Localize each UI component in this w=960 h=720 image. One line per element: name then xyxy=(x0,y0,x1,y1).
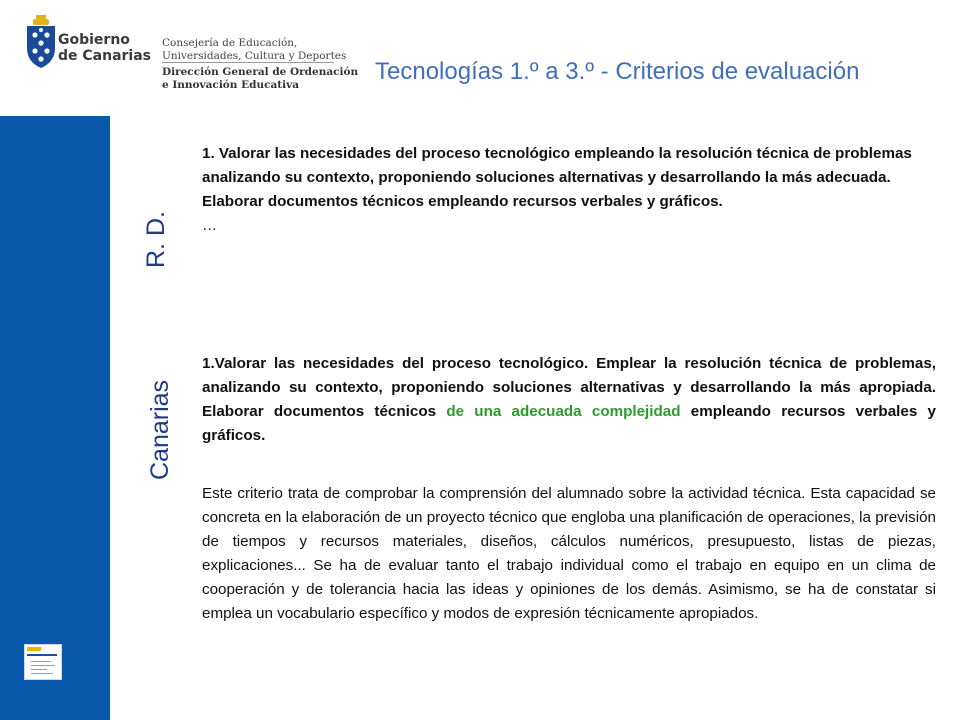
canarias-criterion-text: 1.Valorar las necesidades del proceso tecnológico. Emplear la resolución técnica de problemas, analizando su contexto, proponiendo soluciones alternativas y desarrollando la más apropiada. Elaborar documentos técnicos xyxy=(202,355,936,420)
page-title: Tecnologías 1.º a 3.º - Criterios de evaluación xyxy=(375,58,860,85)
criterion-explanation: Este criterio trata de comprobar la comprensión del alumnado sobre la actividad técnica. Esta capacidad se concreta en la elaboración de un proyecto técnico que engloba una planificación de operaciones, la previsión de tiempos y recursos materiales, diseños, cálculos numéricos, presupuesto, listas de piezas, explicaciones... Se ha de evaluar tanto el trabajo individual como el trabajo en equipo en un clima de cooperación y de tolerancia hacia las ideas y opiniones de los demás. Asimismo, se ha de constatar si emplea un vocabulario específico y modos de expresión técnicamente apropiados. xyxy=(202,485,936,622)
rd-section-label: R. D. xyxy=(142,211,170,268)
coat-of-arms-icon xyxy=(24,14,58,70)
slide-thumbnail-icon[interactable] xyxy=(24,644,62,680)
canarias-criterion xyxy=(202,352,936,448)
canarias-section-label: Canarias xyxy=(146,379,174,480)
rd-criterion-ellipsis: … xyxy=(202,217,218,234)
canarias-criterion-highlight: de una adecuada complejidad xyxy=(446,403,681,420)
sidebar xyxy=(0,116,110,720)
department-name: Consejería de Educación, Universidades, Cultura y Deportes Dirección General de Ordenación e Innovación Educativa xyxy=(162,37,359,91)
rd-criterion xyxy=(202,142,948,238)
canarias-criterion-text-end: empleando recursos verbales y gráficos. xyxy=(202,403,936,444)
header-divider xyxy=(162,62,334,63)
rd-criterion-text: 1. Valorar las necesidades del proceso tecnológico empleando la resolución técnica de problemas analizando su contexto, proponiendo soluciones alternativas y desarrollando la más adecuada. Elaborar documentos técnicos empleando recursos verbales y gráficos. xyxy=(202,145,912,210)
logo-text: Gobierno de Canarias xyxy=(58,32,152,64)
